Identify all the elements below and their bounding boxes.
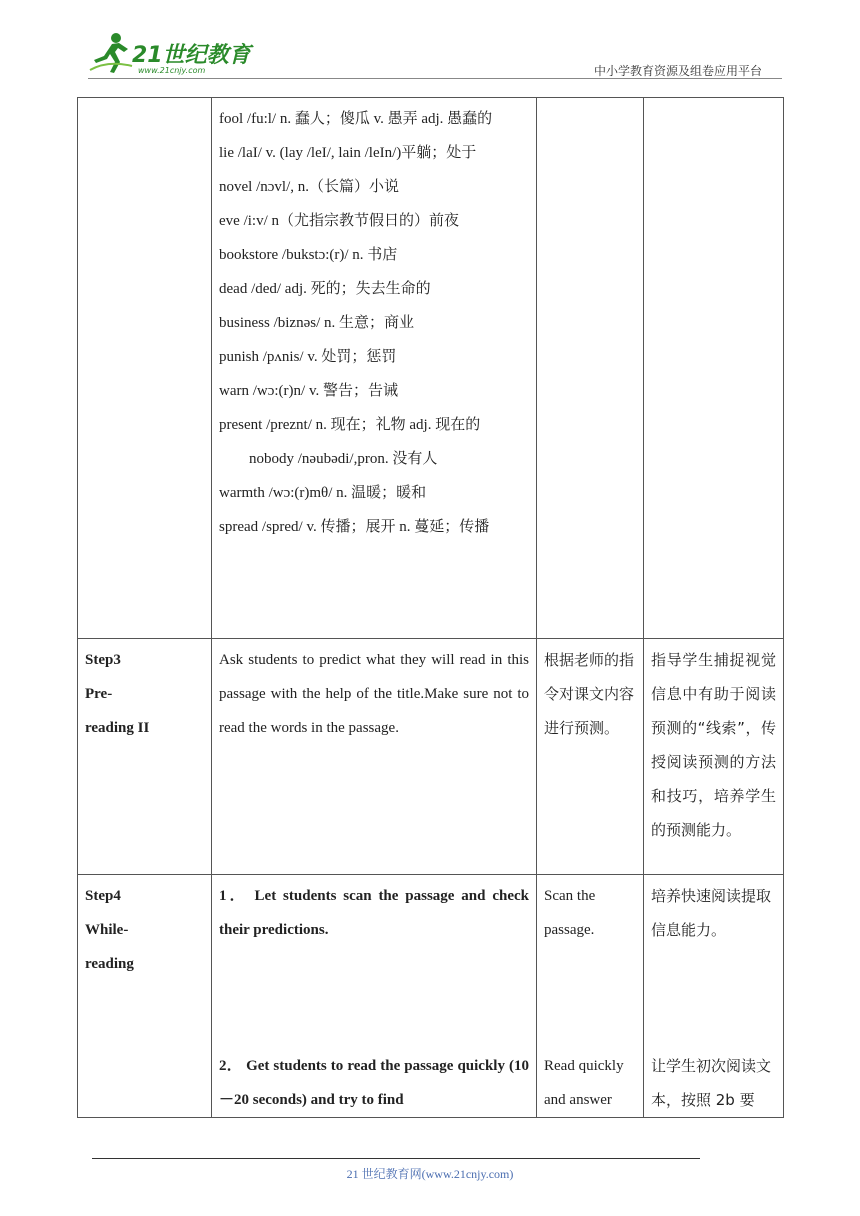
vocab-item: dead /ded/ adj. 死的；失去生命的 bbox=[219, 281, 431, 297]
step4-student-activity bbox=[537, 875, 644, 1118]
page-header bbox=[0, 0, 860, 80]
logo bbox=[88, 30, 258, 78]
logo-url: www.21cnjy.com bbox=[138, 66, 206, 75]
step4-teacher-activity bbox=[212, 875, 537, 1118]
vocabulary-cell bbox=[212, 98, 537, 639]
runner-logo-icon bbox=[88, 30, 134, 74]
step-label: While- bbox=[85, 922, 129, 938]
step4-purpose bbox=[644, 875, 784, 1118]
vocab-item: warmth /wɔ:(r)mθ/ n. 温暖；暖和 bbox=[219, 485, 427, 501]
step-label: Step3 bbox=[85, 652, 121, 668]
vocab-item: warn /wɔ:(r)n/ v. 警告；告诫 bbox=[219, 383, 398, 399]
vocab-item: punish /pʌnis/ v. 处罚；惩罚 bbox=[219, 349, 397, 365]
lesson-plan-table bbox=[77, 97, 784, 1118]
footer-divider bbox=[92, 1158, 700, 1159]
table-row-vocabulary bbox=[78, 98, 784, 639]
vocab-item: fool /fu:l/ n. 蠢人；傻瓜 v. 愚弄 adj. 愚蠢的 bbox=[219, 111, 493, 127]
student-activity-cell bbox=[537, 98, 644, 639]
step4-task-2: 2． Get students to read the passage quickly (10－20 seconds) and try to find bbox=[219, 1058, 529, 1108]
step-label: reading II bbox=[85, 720, 150, 736]
vocab-item: spread /spred/ v. 传播；展开 n. 蔓延；传播 bbox=[219, 519, 490, 535]
step3-label-cell bbox=[78, 639, 212, 875]
purpose-cell bbox=[644, 98, 784, 639]
logo-text: 21世纪教育 bbox=[132, 43, 251, 68]
step-cell bbox=[78, 98, 212, 639]
vocab-item: present /preznt/ n. 现在；礼物 adj. 现在的 bbox=[219, 417, 481, 433]
step4-student-2: Read quickly and answer bbox=[544, 1058, 624, 1108]
vocab-item: novel /nɔvl/, n.（长篇）小说 bbox=[219, 179, 399, 195]
step4-task-1: 1． Let students scan the passage and check their predictions. bbox=[219, 888, 529, 938]
step4-purpose-1: 培养快速阅读提取信息能力。 bbox=[651, 887, 772, 939]
platform-name: 中小学教育资源及组卷应用平台 bbox=[593, 64, 762, 78]
table-row-step4 bbox=[78, 875, 784, 1118]
vocab-item: nobody /nəubədi/,pron. 没有人 bbox=[249, 451, 438, 467]
footer-text: 21 世纪教育网(www.21cnjy.com) bbox=[346, 1167, 514, 1181]
step3-purpose: 指导学生捕捉视觉信息中有助于阅读预测的“线索”，传授阅读预测的方法和技巧，培养学生的预测能力。 bbox=[644, 639, 784, 875]
step4-purpose-2: 让学生初次阅读文本，按照 2b 要 bbox=[651, 1057, 772, 1109]
step4-student-1: Scan the passage. bbox=[544, 888, 596, 938]
step4-label-cell bbox=[78, 875, 212, 1118]
step-label: Step4 bbox=[85, 888, 121, 904]
step3-student-activity: 根据老师的指令对课文内容进行预测。 bbox=[537, 639, 644, 875]
step3-teacher-activity: Ask students to predict what they will read in this passage with the help of the title.Make sure not to read the words in the passage. bbox=[212, 639, 537, 875]
step-label: reading bbox=[85, 956, 134, 972]
header-divider bbox=[88, 78, 782, 79]
step-label: Pre- bbox=[85, 686, 113, 702]
vocab-item: bookstore /bukstɔ:(r)/ n. 书店 bbox=[219, 247, 398, 263]
vocab-item: business /biznəs/ n. 生意；商业 bbox=[219, 315, 414, 331]
vocab-item: eve /i:v/ n（尤指宗教节假日的）前夜 bbox=[219, 213, 459, 229]
vocab-item: lie /laI/ v. (lay /leI/, lain /leIn/)平躺；处于 bbox=[219, 145, 477, 161]
table-row-step3 bbox=[78, 639, 784, 875]
